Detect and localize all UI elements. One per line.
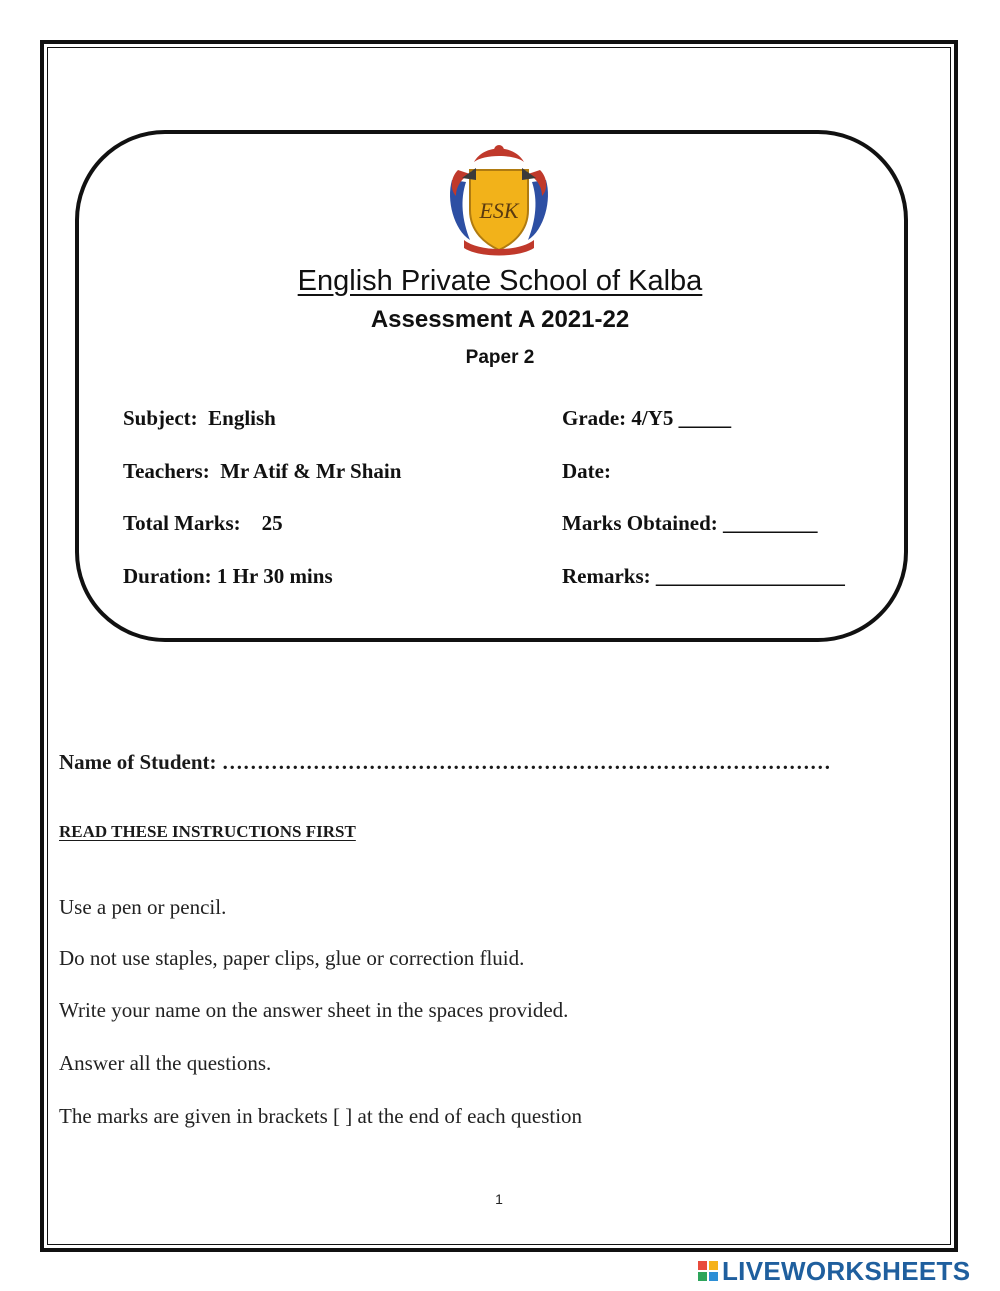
liveworksheets-blocks-icon xyxy=(697,1260,719,1282)
remarks-field[interactable]: Remarks: __________________ xyxy=(562,564,845,588)
assessment-title: Assessment A 2021-22 xyxy=(370,306,630,333)
duration-field: Duration: 1 Hr 30 mins xyxy=(123,564,333,588)
instructions-heading: READ THESE INSTRUCTIONS FIRST xyxy=(59,822,356,841)
date-field[interactable]: Date: xyxy=(562,459,611,483)
paper-label: Paper 2 xyxy=(465,347,535,368)
total-marks-field: Total Marks: 25 xyxy=(123,511,283,535)
instruction-item: Answer all the questions. xyxy=(59,1051,272,1075)
marks-obtained-field[interactable]: Marks Obtained: _________ xyxy=(562,511,818,535)
subject-field: Subject: English xyxy=(123,406,276,430)
instruction-item: Write your name on the answer sheet in the spaces provided. xyxy=(59,998,569,1022)
school-crest-logo xyxy=(444,140,554,258)
crest-lettering: ESK xyxy=(479,198,519,223)
instruction-item: Use a pen or pencil. xyxy=(59,895,227,919)
liveworksheets-logo xyxy=(697,1257,970,1285)
student-name-field[interactable]: Name of Student: …………………………………………………………………………… xyxy=(59,750,831,774)
school-name: English Private School of Kalba xyxy=(297,265,703,297)
page-number: 1 xyxy=(495,1191,503,1207)
instruction-item: The marks are given in brackets [ ] at the end of each question xyxy=(59,1104,583,1128)
grade-field[interactable]: Grade: 4/Y5 _____ xyxy=(562,406,732,430)
liveworksheets-text: LIVEWORKSHEETS xyxy=(722,1255,971,1286)
instruction-item: Do not use staples, paper clips, glue or correction fluid. xyxy=(59,946,525,970)
teachers-field: Teachers: Mr Atif & Mr Shain xyxy=(123,459,402,483)
